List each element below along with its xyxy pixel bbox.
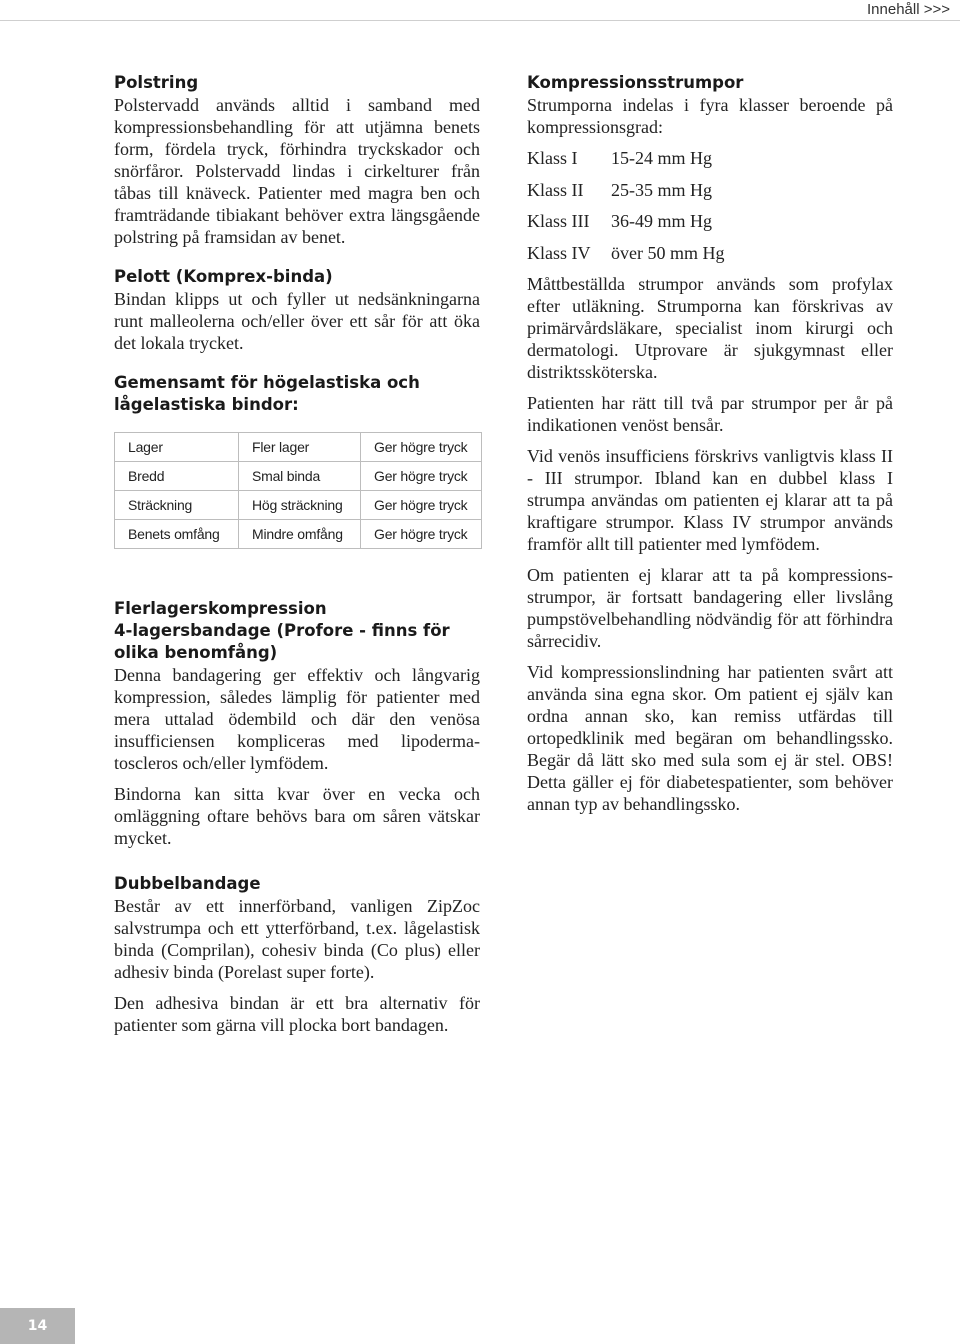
strumpor-paragraph-4: Om patienten ej klarar att ta på kompressionsstrumpor, är fortsatt bandagering eller livslång pumpstövelbehandling nödvändig för att förhindra sårrecidiv. [527, 565, 893, 651]
strumpor-paragraph-3: Vid venös insufficiens förskrivs vanligtvis klass II - III strumpor. Ibland kan en dubbel klass I strumpa användas om patienten ej klarar att ta på kraftigare strumpor. Klass IV strumpor används framför allt till patienter med lymfödem. [527, 446, 893, 554]
top-bar [0, 0, 960, 21]
bandage-comparison-table [114, 432, 482, 549]
strumpor-paragraph-2: Patienten har rätt till två par strumpor per år på indikationen venöst bensår. [527, 393, 893, 435]
class-value: 15-24 mm Hg [611, 148, 712, 168]
section-title-flerlager [114, 598, 480, 664]
section-title-pelott: Pelott (Komprex-binda) [114, 267, 333, 286]
section-title-dubbelbandage: Dubbelbandage [114, 874, 261, 893]
table-cell: Ger högre tryck [374, 526, 468, 542]
list-item [527, 210, 893, 232]
table-cell: Lager [115, 433, 239, 462]
table-row [115, 433, 481, 462]
compression-class-list [527, 147, 893, 264]
table-cell: Ger högre tryck [361, 462, 482, 491]
dubbelbandage-text-1: Består av ett innerförband, vanligen ZipZoc salvstrumpa och ett ytterförband, t.ex. lågelastisk binda (Comprilan), cohesiv binda (Co plus) eller adhesiv binda (Porelast super forte). [114, 896, 480, 982]
strumpor-paragraph-5: Vid kompressionslindning har patienten svårt att använda sina egna skor. Om patient ej själv kan ordna annan sko, kan remiss utfärdas till ortopedklinik med begäran om behandlingssko. Begär då lätt sko med sula som ej är stel. OBS! Detta gäller ej för diabetespatienter, som behöver annan typ av behandlingssko. [527, 662, 893, 814]
right-column [527, 72, 893, 815]
strumpor-paragraph-1: Måttbeställda strumpor används som profylax efter utläkning. Strumporna kan förskrivas av primärvårdsläkare, specialist inom kirurgi och dermatologi. Utprovare är sjukgymnast eller distriktssköterska. [527, 274, 893, 382]
class-value: över 50 mm Hg [611, 242, 725, 263]
section-title-kompressionsstrumpor: Kompressionsstrumpor [527, 73, 744, 92]
table-cell: Smal binda [239, 462, 361, 491]
page-number: 14 [0, 1308, 75, 1344]
flerlager-title-line1: Flerlagerskompression [114, 599, 327, 618]
list-item [527, 147, 893, 169]
flerlager-text-1: Denna bandagering ger effektiv och långvarig kompression, således lämplig för patienter med mera uttalad ödembild och där den venösa insufficiensen kompliceras med lipodermatoscleros och/eller lymfödem. [114, 665, 480, 773]
strumpor-intro: Strumporna indelas i fyra klasser beroende på kompressionsgrad: [527, 95, 893, 137]
table-cell: Sträckning [115, 491, 239, 520]
flerlager-title-line2: 4-lagersbandage (Profore - finns för [114, 621, 450, 640]
list-item [527, 242, 893, 264]
flerlager-title-line3: olika benomfång) [114, 643, 278, 662]
section-title-gemensamt [114, 372, 480, 416]
class-name: Klass IV [527, 242, 591, 263]
section-title-polstring: Polstring [114, 73, 199, 92]
class-name: Klass I [527, 148, 578, 168]
class-name: Klass III [527, 211, 590, 231]
pelott-text: Bindan klipps ut och fyller ut nedsänkningarna runt malleolerna och/eller över ett sår för att öka det lokala trycket. [114, 289, 480, 353]
table-cell: Ger högre tryck [361, 433, 482, 462]
table-cell: Hög sträckning [239, 491, 361, 520]
list-item [527, 179, 893, 201]
table-cell: Fler lager [239, 433, 361, 462]
table-cell: Mindre omfång [239, 520, 361, 549]
flerlager-text-2: Bindorna kan sitta kvar över en vecka och omläggning oftare behövs bara om såren vätskar mycket. [114, 784, 480, 848]
polstring-text: Polstervadd används alltid i samband med kompressionsbehandling för att utjämna benets form, fördela tryck, förhindra tryckskador och snörfåror. Polstervadd lindas i cirkelturer från tåbas till knäveck. Patienter med magra ben och framträdande tibiakant behöver extra längsgående polstring på framsidan av benet. [114, 95, 480, 247]
class-name: Klass II [527, 179, 584, 200]
toc-link[interactable]: Innehåll >>> [867, 1, 950, 18]
table-cell: Ger högre tryck [361, 491, 482, 520]
gemensamt-title-line1: Gemensamt för högelastiska och [114, 373, 420, 392]
left-column [114, 72, 480, 1036]
table-cell: Benets omfång [115, 520, 239, 549]
table-row [115, 520, 481, 549]
dubbelbandage-text-2: Den adhesiva bindan är ett bra alternativ för patienter som gärna vill plocka bort bandagen. [114, 993, 480, 1035]
table-cell: Bredd [115, 462, 239, 491]
gemensamt-title-line2: lågelastiska bindor: [114, 395, 299, 414]
table-row [115, 491, 481, 520]
table-row [115, 462, 481, 491]
class-value: 36-49 mm Hg [611, 211, 712, 231]
class-value: 25-35 mm Hg [611, 179, 712, 200]
